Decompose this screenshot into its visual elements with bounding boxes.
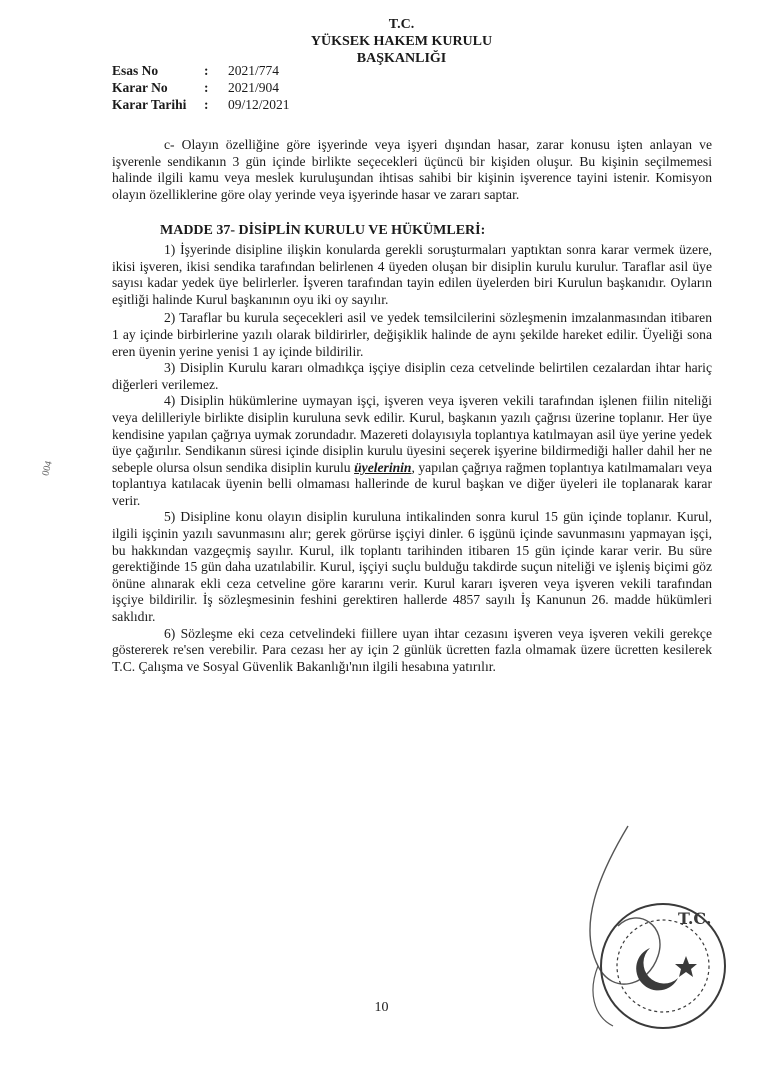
header-line-tc: T.C. — [388, 17, 415, 32]
margin-handwriting: 004 — [40, 459, 55, 478]
esas-colon: : — [204, 63, 209, 78]
stamp-inner-ring — [617, 920, 709, 1012]
document-header — [0, 16, 763, 67]
paragraph-4-end: , yapılan çağrıya rağmen toplantıya katılmamaları veya toplantıya katılacak üyenin belli olmaması hallerinde de kurul başkan ve diğer üyeleri ile toplanarak karar verir. — [112, 459, 713, 508]
tarih-label: Karar Tarihi — [112, 97, 187, 112]
karar-value: 2021/904 — [228, 80, 280, 95]
paragraph-4 — [112, 393, 712, 509]
official-stamp-seal-icon — [558, 816, 738, 1046]
document-body — [112, 137, 712, 675]
paragraph-c: c- Olayın özelliğine göre işyerinde veya işyeri dışından hasar, zarar konusu işten anlayan ve işverenle sendikanın 3 gün içinde birlikte seçecekleri üçüncü bir kişiden oluşur. Bu kişinin seçilmemesi halinde ilgili kamu veya meslek kuruluşundan ihtisas sahibi bir kişinin işverence tayini istenir. Komisyon olayın özelliklerine göre olay yerinde veya işyerinde hasar ve zararı saptar. — [112, 137, 712, 202]
paragraph-2: 2) Taraflar bu kurula seçecekleri asil ve yedek temsilcilerini sözleşmenin imzalanmasından itibaren 1 ay içinde birbirlerine yazılı olarak bildirirler, değişiklik halinde de aynı şekilde hareket edilir. Üyeliği sona eren üyenin yerine yenisi 1 ay içinde bildirilir. — [112, 310, 712, 359]
paragraph-5: 5) Disipline konu olayın disiplin kuruluna intikalinden sonra kurul 15 gün içinde toplanır. Kurul, ilgili işçinin yazılı savunmasını alır; gerek görürse işçiyi dinler. 6 işgünü içinde savunmasını yapmayan işçi, bu hakkından vazgeçmiş sayılır. Kurul, ilk toplantı tarihinden itibaren 15 gün içinde karar verir. Bu süre gerektiğinde 15 gün daha uzatılabilir. Kurul, işçiyi suçlu bulduğu takdirde suçun niteliği ve işleniş biçimi göz önüne alınarak ekli ceza cetveline göre kararını verir. Kurul kararı işveren veya işveren vekili tarafından işçiye bildirilir. İş sözleşmesinin feshini gerektiren hallerde 4857 sayılı İş Kanunun 26. madde hükümleri saklıdır. — [112, 509, 712, 625]
tarih-row — [112, 96, 290, 113]
paragraph-1: 1) İşyerinde disipline ilişkin konularda gerekli soruşturmaları yaptıktan sonra karar vermek üzere, ikisi işveren, ikisi sendika tarafından belirlenen 4 üyeden oluşan bir disiplin kurulu kurulur. Taraflar asil üye sayısı kadar yedek üye belirlerler. İşveren tarafından tayin edilen üyelerden biri Kurulun başkanıdır. Oyların eşitliği halinde Kurul başkanının oyu iki oy sayılır. — [112, 241, 712, 307]
tarih-colon: : — [204, 97, 209, 112]
stamp-star — [675, 956, 697, 977]
signature-tail — [593, 966, 613, 1026]
header-line-institution: YÜKSEK HAKEM KURULU — [310, 34, 493, 49]
stamp-crescent — [636, 948, 678, 990]
paragraph-6: 6) Sözleşme eki ceza cetvelindeki fiillere uyan ihtar cezasını işveren veya işveren vekili gerekçe göstererek re'sen verebilir. Para cezası her ay için 2 günlük ücretten fazla olmamak üzere ücretten kesilerek T.C. Çalışma ve Sosyal Güvenlik Bakanlığı'nın ilgili hesabına yatırılır. — [112, 625, 712, 674]
header-line-presidency: BAŞKANLIĞI — [356, 51, 447, 66]
case-metadata — [112, 62, 290, 113]
karar-label: Karar No — [112, 80, 168, 95]
paragraph-3: 3) Disiplin Kurulu kararı olmadıkça işçiye disiplin ceza cetvelinde belirtilen cezalardan ihtar hariç diğerleri verilemez. — [112, 360, 712, 392]
tarih-value: 09/12/2021 — [228, 97, 290, 112]
stamp-text: T.C. — [678, 909, 712, 928]
paragraph-4-start: 4) Disiplin hükümlerine uymayan işçi, işveren veya işveren vekili tarafından işlenen fiilin niteliği veya delilleriyle birlikte disiplin kuruluna sevk edilir. Kurul, başkanın yazılı çağrısı üzerine toplanır. Her üye kendisine yapılan çağrıya uymak zorundadır. Mazereti dolayısıyla toplantıya katılmayan asil üye yerine yedek üye çağırılır. Sendikanın süresi içinde disiplin kurulu üyesini seçerek işyerine bildirmediği haller dahil her ne sebeple olursa olsun sendika disiplin kurulu — [112, 393, 712, 475]
esas-value: 2021/774 — [228, 63, 280, 78]
emphasized-word: üyelerinin — [354, 459, 412, 475]
esas-row — [112, 62, 290, 79]
article-heading: MADDE 37- DİSİPLİN KURULU VE HÜKÜMLERİ: — [160, 223, 486, 239]
esas-label: Esas No — [112, 63, 159, 78]
page-number: 10 — [374, 1000, 389, 1015]
karar-row — [112, 79, 290, 96]
karar-colon: : — [204, 80, 209, 95]
